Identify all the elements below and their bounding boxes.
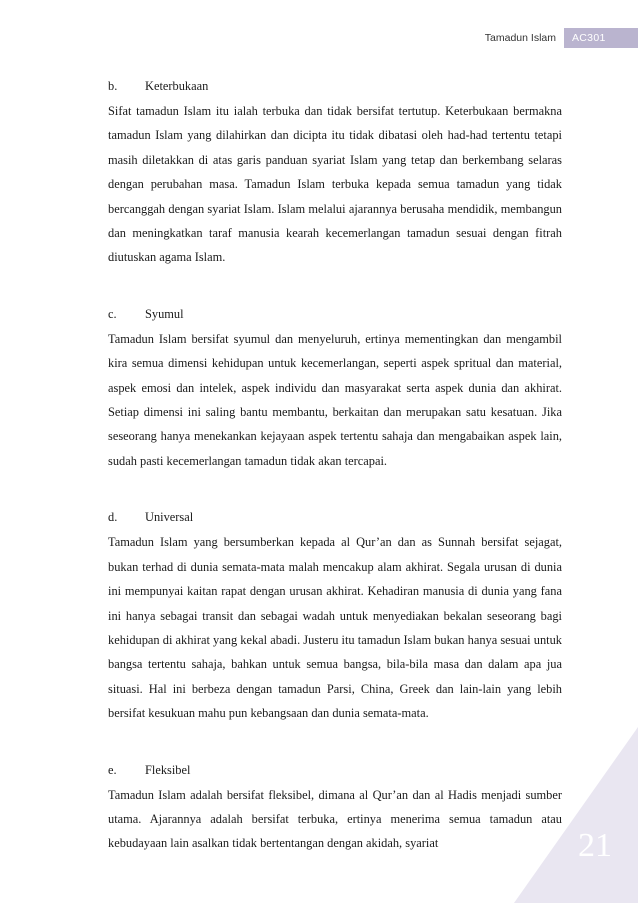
section-paragraph: Tamadun Islam bersifat syumul dan menyeluruh, ertinya mementingkan dan mengambil kira semua dimensi kehidupan untuk kecemerlangan, seperti aspek spritual dan material, aspek emosi dan intelek, aspek individu dan masyarakat serta aspek dunia dan akhirat. Setiap dimensi ini saling bantu membantu, berkaitan dan merupakan satu kesatuan. Jika seseorang hanya menekankan kejayaan aspek tertentu sahaja dan mengabaikan aspek lain, sudah pasti kecemerlangan tamadun tidak akan tercapai. bbox=[108, 331, 562, 468]
course-code-badge: AC301 bbox=[564, 28, 638, 48]
section-title: Fleksibel bbox=[145, 762, 191, 777]
section-heading bbox=[108, 73, 562, 99]
section-title: Keterbukaan bbox=[145, 79, 209, 93]
section-heading bbox=[108, 504, 562, 530]
section-letter: c. bbox=[108, 306, 117, 321]
header-title: Tamadun Islam bbox=[484, 32, 556, 44]
section-paragraph: Tamadun Islam yang bersumberkan kepada al Qur’an dan as Sunnah bersifat sejagat, bukan terhad di dunia semata-mata malah mencakup alam akhirat. Segala urusan di dunia ini mempunyai kaitan rapat dengan urusan akhirat. Kehadiran manusia di dunia yang fana ini hanya sebagai transit dan sebagai wadah untuk menyediakan bekalan seseorang bagi kehidupan di akhirat yang kekal abadi. Justeru itu tamadun Islam bukan hanya sesuai untuk bangsa tertentu sahaja, bahkan untuk semua bangsa, bila-bila masa dan dalam apa jua situasi. Hal ini berbeza dengan tamadun Parsi, China, Greek dan lain-lain yang lebih bersifat kesukuan mahu pun kebangsaan dan dunia semata-mata. bbox=[108, 535, 562, 721]
section-universal bbox=[108, 504, 562, 725]
running-header bbox=[485, 28, 638, 48]
section-syumul bbox=[108, 301, 562, 473]
section-letter: d. bbox=[108, 510, 118, 525]
section-heading bbox=[108, 757, 562, 783]
section-heading bbox=[108, 301, 562, 327]
section-keterbukaan bbox=[108, 73, 562, 270]
section-letter: e. bbox=[108, 762, 117, 777]
page-content bbox=[108, 73, 562, 887]
section-title: Universal bbox=[145, 510, 194, 525]
section-fleksibel bbox=[108, 757, 562, 856]
section-paragraph: Tamadun Islam adalah bersifat fleksibel, dimana al Qur’an dan al Hadis menjadi sumber utama. Ajarannya adalah bersifat terbuka, ertinya menerima semua tamadun atau kebudayaan lain asalkan tidak bertentangan dengan akidah, syariat bbox=[108, 787, 562, 851]
page-number: 21 bbox=[578, 827, 612, 864]
section-title: Syumul bbox=[145, 306, 184, 321]
section-letter: b. bbox=[108, 79, 118, 93]
section-paragraph: Sifat tamadun Islam itu ialah terbuka dan tidak bersifat tertutup. Keterbukaan bermakna tamadun Islam yang dilahirkan dan dicipta itu tidak dibatasi oleh had-had tertentu tetapi masih diletakkan di atas garis panduan syariat Islam yang tetap dan berkembang selaras dengan perubahan masa. Tamadun Islam terbuka kepada semua tamadun yang tidak bercanggah dengan syariat Islam. Islam melalui ajarannya berusaha mendidik, membangun dan meningkatkan taraf manusia kearah kecemerlangan tamadun sesuai dengan fitrah diutuskan agama Islam. bbox=[108, 104, 562, 265]
